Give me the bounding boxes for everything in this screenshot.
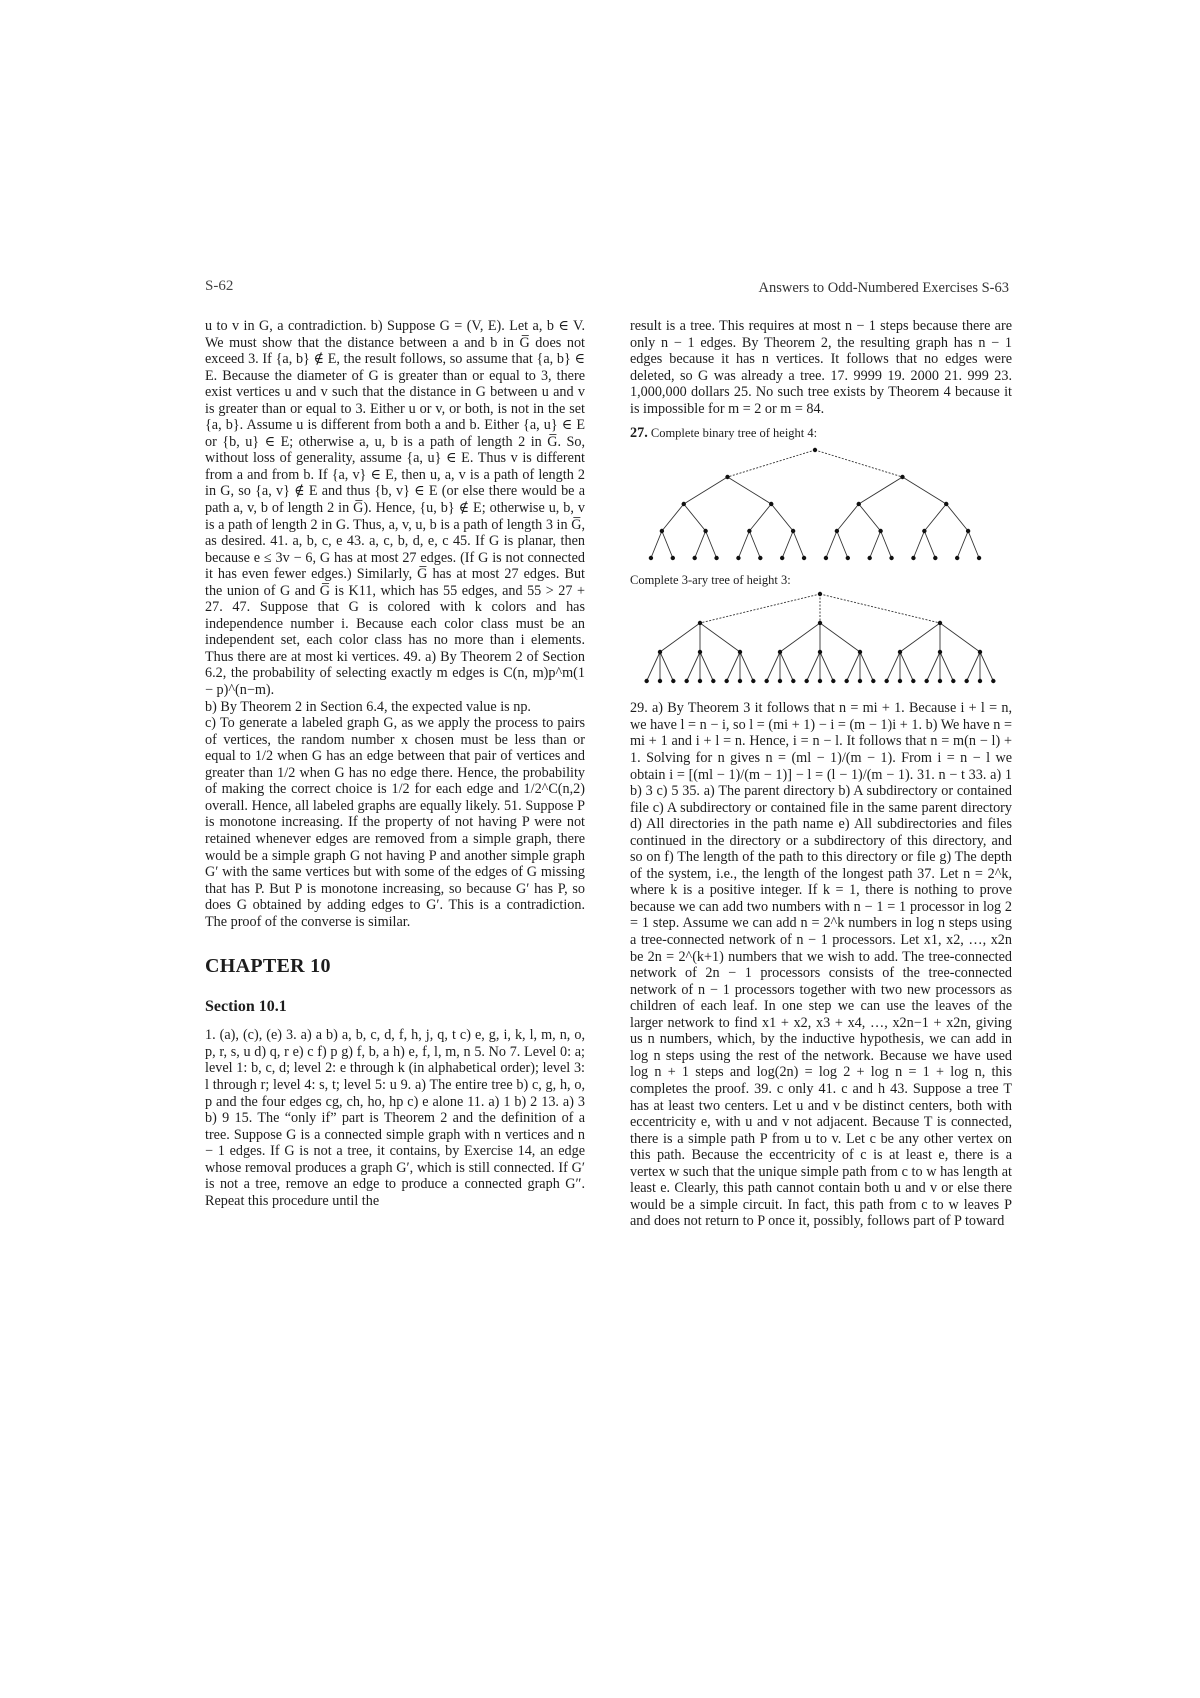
binary-tree-edge <box>913 531 924 558</box>
binary-tree-edge <box>793 531 804 558</box>
binary-tree-vertex <box>900 475 904 479</box>
binary-tree-vertex <box>802 556 806 560</box>
ternary-tree-vertex <box>698 679 702 683</box>
binary-tree-edge <box>684 477 728 504</box>
binary-tree-vertex <box>703 529 707 533</box>
ternary-tree-vertex <box>684 679 688 683</box>
ternary-tree-vertex <box>698 650 702 654</box>
ternary-tree-edge <box>660 652 673 681</box>
figure-caption <box>630 425 1012 442</box>
binary-tree-vertex <box>824 556 828 560</box>
binary-tree-vertex <box>791 529 795 533</box>
ternary-tree-edge <box>900 623 940 652</box>
binary-tree-edge <box>903 477 947 504</box>
ternary-tree-edge <box>820 623 860 652</box>
ternary-tree-vertex <box>818 592 822 596</box>
binary-tree-edge <box>968 531 979 558</box>
ternary-tree-edge <box>967 652 980 681</box>
binary-tree-vertex <box>671 556 675 560</box>
binary-tree-vertex <box>878 529 882 533</box>
ternary-tree-vertex <box>658 650 662 654</box>
binary-tree-edge <box>695 531 706 558</box>
binary-tree-edge <box>738 531 749 558</box>
binary-tree-edge <box>749 531 760 558</box>
answer-text-block: u to v in G, a contradiction. b) Suppose G = (V, E). Let a, b ∈ V. We must show that the distance between a and b in G̅ does not exceed 3. If {a, b} ∉ E, the result follows, so assume that {a, b} ∈ E. Because the diameter of G is greater than or equal to 3, there exist vertices u and v such that the distance in G between u and v is greater than or equal to 3. Either u or v, or both, is not in the set {a, b}. Assume u is different from both a and b. Either {a, u} ∈ E or {b, u} ∈ E; otherwise a, u, b is a path of length 2 in G̅. So, without loss of generality, assume {a, u} ∈ E. Thus v is different from a and from b. If {a, v} ∈ E, then u, a, v is a path of length 2 in G, so {a, v} ∉ E and thus {b, v} ∈ E (or else there would be a path a, v, b of length 2 in G̅). Hence, {u, b} ∉ E; otherwise u, b, v is a path of length 2 in G. Thus, a, v, u, b is a path of length 3 in G̅, as desired. 41. a, b, c, e 43. a, c, b, d, e, c 45. If G is planar, then because e ≤ 3v − 6, G has at most 27 edges. (If G is not connected it has even fewer edges.) Similarly, G̅ has at most 27 edges. But the union of G and G̅ is K11, which has 55 edges, and 55 > 27 + 27. 47. Suppose that G is colored with k colors and has independence number i. Because each color class must be an independent set, each color class has no more than i elements. Thus there are at most ki vertices. 49. a) By Theorem 2 of Section 6.2, the probability of selecting exactly m edges is C(n, m)p^m(1 − p)^(n−m). <box>205 318 585 699</box>
ternary-tree-edge <box>860 652 873 681</box>
section-heading: Section 10.1 <box>205 997 287 1015</box>
ternary-tree-edge <box>940 652 953 681</box>
binary-tree-vertex <box>867 556 871 560</box>
ternary-tree-edge <box>700 652 713 681</box>
binary-tree-edge <box>859 504 881 531</box>
ternary-tree-vertex <box>978 679 982 683</box>
binary-tree-vertex <box>736 556 740 560</box>
ternary-tree-vertex <box>818 679 822 683</box>
ternary-tree-edge <box>820 652 833 681</box>
ternary-tree-vertex <box>698 621 702 625</box>
binary-tree-edge <box>826 531 837 558</box>
ternary-tree-vertex <box>711 679 715 683</box>
binary-tree-vertex <box>857 502 861 506</box>
ternary-tree-vertex <box>644 679 648 683</box>
ternary-tree-edge <box>900 652 913 681</box>
binary-tree-edge <box>837 504 859 531</box>
exercise-number: 27. <box>630 425 648 442</box>
binary-tree-edge <box>728 477 772 504</box>
binary-tree-edge <box>782 531 793 558</box>
binary-tree-edge <box>749 504 771 531</box>
ternary-tree-vertex <box>964 679 968 683</box>
answer-text-block: b) By Theorem 2 in Section 6.4, the expected value is np. <box>205 698 531 715</box>
ternary-tree-vertex <box>884 679 888 683</box>
ternary-tree-vertex <box>978 650 982 654</box>
ternary-tree-edge <box>807 652 820 681</box>
binary-tree-edge <box>881 531 892 558</box>
answer-text-block: 29. a) By Theorem 3 it follows that n = mi + 1. Because i + l = n, we have l = n − i, so l = (mi + 1) − i = (m − 1)i + 1. b) We have n = mi + 1 and i + l = n. Hence, i = n − l. It follows that n = m(n − l) + 1. Solving for n gives n = (ml − 1)/(m − 1). From i = n − l we obtain i = [(ml − 1)/(m − 1)] − l = (l − 1)/(m − 1). 31. n − t 33. a) 1 b) 3 c) 5 35. a) The parent directory b) A subdirectory or contained file c) A subdirectory or contained file in the same parent directory d) All directories in the path name e) All subdirectories and files continued in the directory or a subdirectory of this directory, and so on f) The length of the path to this directory or file g) The depth of the system, i.e., the length of the longest path 37. Let n = 2^k, where k is a positive integer. If k = 1, there is nothing to prove because we can add two numbers with n − 1 = 1 processor in log 2 = 1 step. Assume we can add n = 2^k numbers in log n steps using a tree-connected network of n − 1 processors. Let x1, x2, …, x2n be 2n = 2^(k+1) numbers that we wish to add. The tree-connected network of 2n − 1 processors consists of the tree-connected network of n − 1 processors together with two new processors as children of each leaf. In one step we can use the leaves of the larger network to find x1 + x2, x3 + x4, …, x2n−1 + x2n, giving us n numbers, which, by the inductive hypothesis, we can add in log n steps using the rest of the network. Because we have used log n + 1 steps and log(2n) = log 2 + log n = 1 + log n, this completes the proof. 39. c only 41. c and h 43. Suppose a tree T has at least two centers. Let u and v be distinct centers, both with eccentricity e, with u and v not adjacent. Because T is connected, there is a simple path P from u to v. Let c be any other vertex on this path. Because the eccentricity of c is at least e, there is a vertex w such that the unique simple path from c to w has length at least e. Clearly, this path cannot contain both u and v or else there would be a simple circuit. In fact, this path from c to w leaves P and does not return to P once it, possibly, follows part of P toward <box>630 700 1012 1230</box>
left-column <box>205 318 585 1209</box>
ternary-tree-vertex <box>858 650 862 654</box>
ternary-tree-edge <box>887 652 900 681</box>
binary-tree-edge <box>815 450 903 477</box>
ternary-tree-vertex <box>671 679 675 683</box>
binary-tree-vertex <box>966 529 970 533</box>
ternary-tree-vertex <box>924 679 928 683</box>
ternary-tree-edge <box>727 652 740 681</box>
ternary-tree-vertex <box>911 679 915 683</box>
ternary-tree-vertex <box>738 650 742 654</box>
figure-caption <box>630 572 1012 589</box>
ternary-tree-edge <box>700 623 740 652</box>
ternary-tree-vertex <box>898 679 902 683</box>
binary-tree-vertex <box>911 556 915 560</box>
ternary-tree-vertex <box>764 679 768 683</box>
ternary-tree-vertex <box>658 679 662 683</box>
right-column <box>630 318 1012 1230</box>
ternary-tree-vertex <box>751 679 755 683</box>
ternary-tree-vertex <box>804 679 808 683</box>
ternary-tree-vertex <box>951 679 955 683</box>
binary-tree-diagram <box>630 442 1012 562</box>
binary-tree-edge <box>870 531 881 558</box>
ternary-tree-edge <box>647 652 660 681</box>
ternary-tree-vertex <box>898 650 902 654</box>
ternary-tree-edge <box>980 652 993 681</box>
ternary-tree-vertex <box>858 679 862 683</box>
binary-tree-edge <box>859 477 903 504</box>
binary-tree-vertex <box>846 556 850 560</box>
binary-tree-edge <box>837 531 848 558</box>
ternary-tree-vertex <box>938 679 942 683</box>
binary-tree-vertex <box>769 502 773 506</box>
chapter-heading: CHAPTER 10 <box>205 955 331 978</box>
binary-tree-edge <box>728 450 816 477</box>
answer-text-block: 1. (a), (c), (e) 3. a) a b) a, b, c, d, f, h, j, q, t c) e, g, i, k, l, m, n, o, p, r, s, u d) q, r e) c f) p g) f, b, a h) e, f, l, m, n 5. No 7. Level 0: a; level 1: b, c, d; level 2: e through k (in alphabetical order); level 3: l through r; level 4: s, t; level 5: u 9. a) The entire tree b) c, g, h, o, p and the four edges cg, ch, ho, hp c) e alone 11. a) 1 b) 2 13. a) 3 b) 9 15. The “only if” part is Theorem 2 and the definition of a tree. Suppose G is a connected simple graph with n vertices and n − 1 edges. If G is not a tree, it contains, by Exercise 14, an edge whose removal produces a graph G′, which is still connected. If G′ is not a tree, remove an edge to produce a connected graph G″. Repeat this procedure until the <box>205 1027 585 1209</box>
binary-tree-vertex <box>813 448 817 452</box>
binary-tree-edge <box>957 531 968 558</box>
binary-tree-edge <box>924 504 946 531</box>
binary-tree-edge <box>771 504 793 531</box>
ternary-tree-vertex <box>991 679 995 683</box>
binary-tree-vertex <box>889 556 893 560</box>
caption-text: Complete 3-ary tree of height 3: <box>630 572 791 587</box>
ternary-tree-vertex <box>938 650 942 654</box>
binary-tree-edge <box>651 531 662 558</box>
binary-tree-edge <box>662 504 684 531</box>
ternary-tree-edge <box>780 623 820 652</box>
binary-tree-edge <box>706 531 717 558</box>
ternary-tree-edge <box>700 594 820 623</box>
binary-tree-vertex <box>692 556 696 560</box>
ternary-tree-edge <box>767 652 780 681</box>
binary-tree-vertex <box>835 529 839 533</box>
ternary-tree-edge <box>927 652 940 681</box>
ternary-tree-vertex <box>818 621 822 625</box>
binary-tree-vertex <box>714 556 718 560</box>
caption-text: Complete binary tree of height 4: <box>650 426 818 441</box>
ternary-tree-vertex <box>844 679 848 683</box>
binary-tree-vertex <box>747 529 751 533</box>
ternary-tree-vertex <box>778 650 782 654</box>
ternary-tree-vertex <box>791 679 795 683</box>
binary-tree-vertex <box>944 502 948 506</box>
answer-text-block: result is a tree. This requires at most n − 1 steps because there are only n − 1 edges. By Theorem 2, the resulting graph has n − 1 edges because it has n vertices. It follows that no edges were deleted, so G was already a tree. 17. 9999 19. 2000 21. 999 23. 1,000,000 dollars 25. No such tree exists by Theorem 4 because it is impossible for m = 2 or m = 84. <box>630 318 1012 417</box>
binary-tree-vertex <box>649 556 653 560</box>
binary-tree-vertex <box>758 556 762 560</box>
ternary-tree-vertex <box>938 621 942 625</box>
ternary-tree-vertex <box>778 679 782 683</box>
ternary-tree-vertex <box>724 679 728 683</box>
answer-text-block: c) To generate a labeled graph G, as we apply the process to pairs of vertices, the random number x chosen must be less than or equal to 1/2 when G has an edge between that pair of vertices and greater than 1/2 when G has no edge there. Hence, the probability of making the correct choice is 1/2 for each edge and 1/2^C(n,2) overall. Hence, all labeled graphs are equally likely. 51. Suppose P is monotone increasing. If the property of not having P were not retained whenever edges are removed from a simple graph, there would be a simple graph G not having P and another simple graph G′ with the same vertices but with some of the edges of G missing that has P. But P is monotone increasing, so because G′ has P, so does G obtained by adding edges to G′. This is a contradiction. The proof of the converse is similar. <box>205 715 585 930</box>
binary-tree-vertex <box>780 556 784 560</box>
binary-tree-edge <box>684 504 706 531</box>
binary-tree-vertex <box>682 502 686 506</box>
ternary-tree-diagram <box>630 588 1012 688</box>
ternary-tree-edge <box>660 623 700 652</box>
binary-tree-vertex <box>660 529 664 533</box>
binary-tree-edge <box>924 531 935 558</box>
binary-tree-vertex <box>977 556 981 560</box>
binary-tree-vertex <box>933 556 937 560</box>
running-head: Answers to Odd-Numbered Exercises S-63 <box>758 280 1009 296</box>
binary-tree-vertex <box>725 475 729 479</box>
ternary-tree-vertex <box>871 679 875 683</box>
ternary-tree-vertex <box>818 650 822 654</box>
binary-tree-vertex <box>922 529 926 533</box>
binary-tree-edge <box>662 531 673 558</box>
ternary-tree-edge <box>847 652 860 681</box>
binary-tree-vertex <box>955 556 959 560</box>
ternary-tree-edge <box>687 652 700 681</box>
ternary-tree-vertex <box>831 679 835 683</box>
binary-tree-edge <box>946 504 968 531</box>
ternary-tree-edge <box>940 623 980 652</box>
page-number: S-62 <box>205 278 234 294</box>
ternary-tree-vertex <box>738 679 742 683</box>
ternary-tree-edge <box>820 594 940 623</box>
ternary-tree-edge <box>740 652 753 681</box>
ternary-tree-edge <box>780 652 793 681</box>
